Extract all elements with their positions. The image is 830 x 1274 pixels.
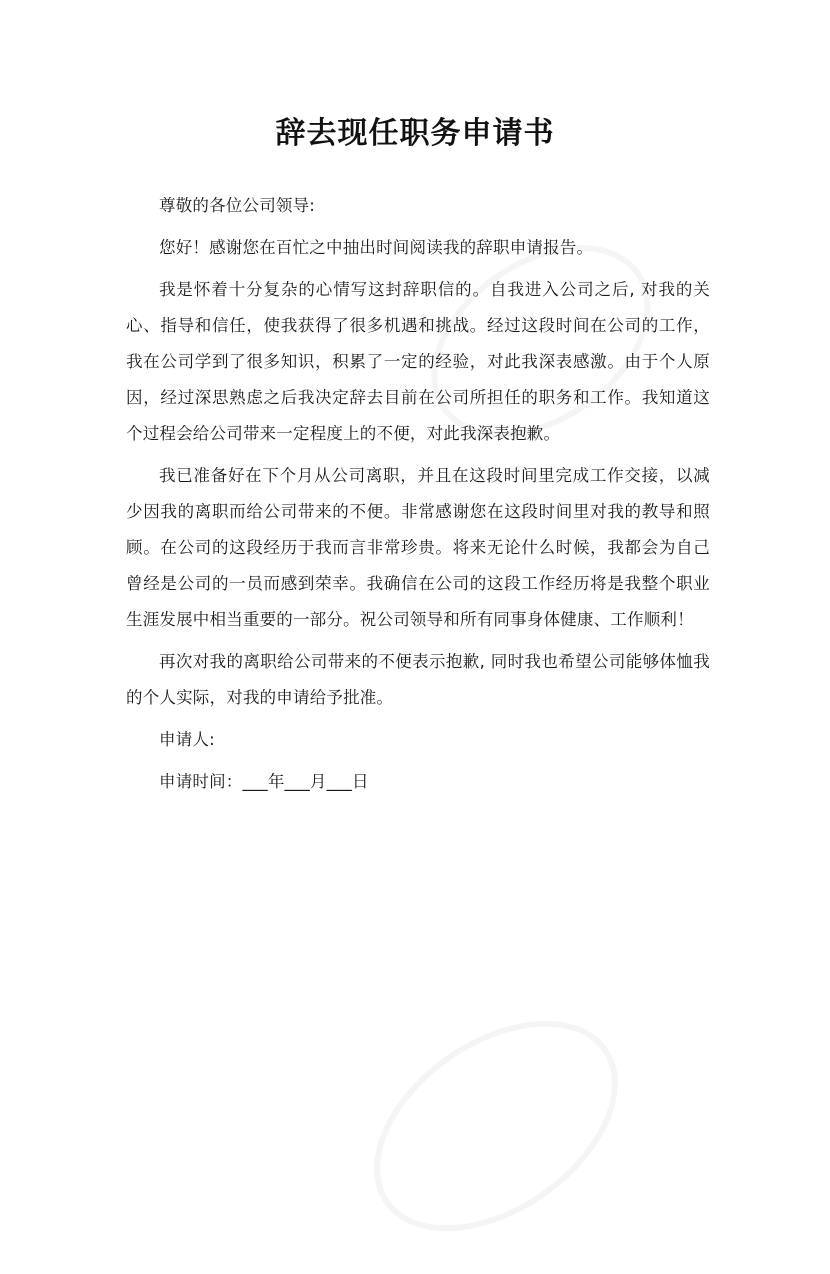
document-body	[126, 188, 710, 806]
paragraph: 再次对我的离职给公司带来的不便表示抱歉, 同时我也希望公司能够体恤我的个人实际，对我的申请给予批准。	[126, 652, 710, 707]
applicant-label: 申请人:	[159, 730, 215, 749]
salutation: 尊敬的各位公司领导:	[159, 196, 316, 215]
date-line: 申请时间：___年___月___日	[159, 772, 369, 791]
document-title: 辞去现任职务申请书	[275, 116, 555, 151]
paragraph: 您好！感谢您在百忙之中抽出时间阅读我的辞职申请报告。	[159, 238, 594, 257]
watermark-ring	[335, 978, 656, 1274]
paragraph: 我已准备好在下个月从公司离职，并且在这段时间里完成工作交接，以减少因我的离职而给公司带来的不便。非常感谢您在这段时间里对我的教导和照顾。在公司的这段经历于我而言非常珍贵。将来无论什么时候，我都会为自己曾经是公司的一员而感到荣幸。我确信在公司的这段工作经历将是我整个职业生涯发展中相当重要的一部分。祝公司领导和所有同事身体健康、工作顺利！	[126, 466, 710, 629]
paragraph: 我是怀着十分复杂的心情写这封辞职信的。自我进入公司之后, 对我的关心、指导和信任，使我获得了很多机遇和挑战。经过这段时间在公司的工作，我在公司学到了很多知识，积累了一定的经验，对此我深表感激。由于个人原因，经过深思熟虑之后我决定辞去目前在公司所担任的职务和工作。我知道这个过程会给公司带来一定程度上的不便，对此我深表抱歉。	[126, 280, 710, 443]
